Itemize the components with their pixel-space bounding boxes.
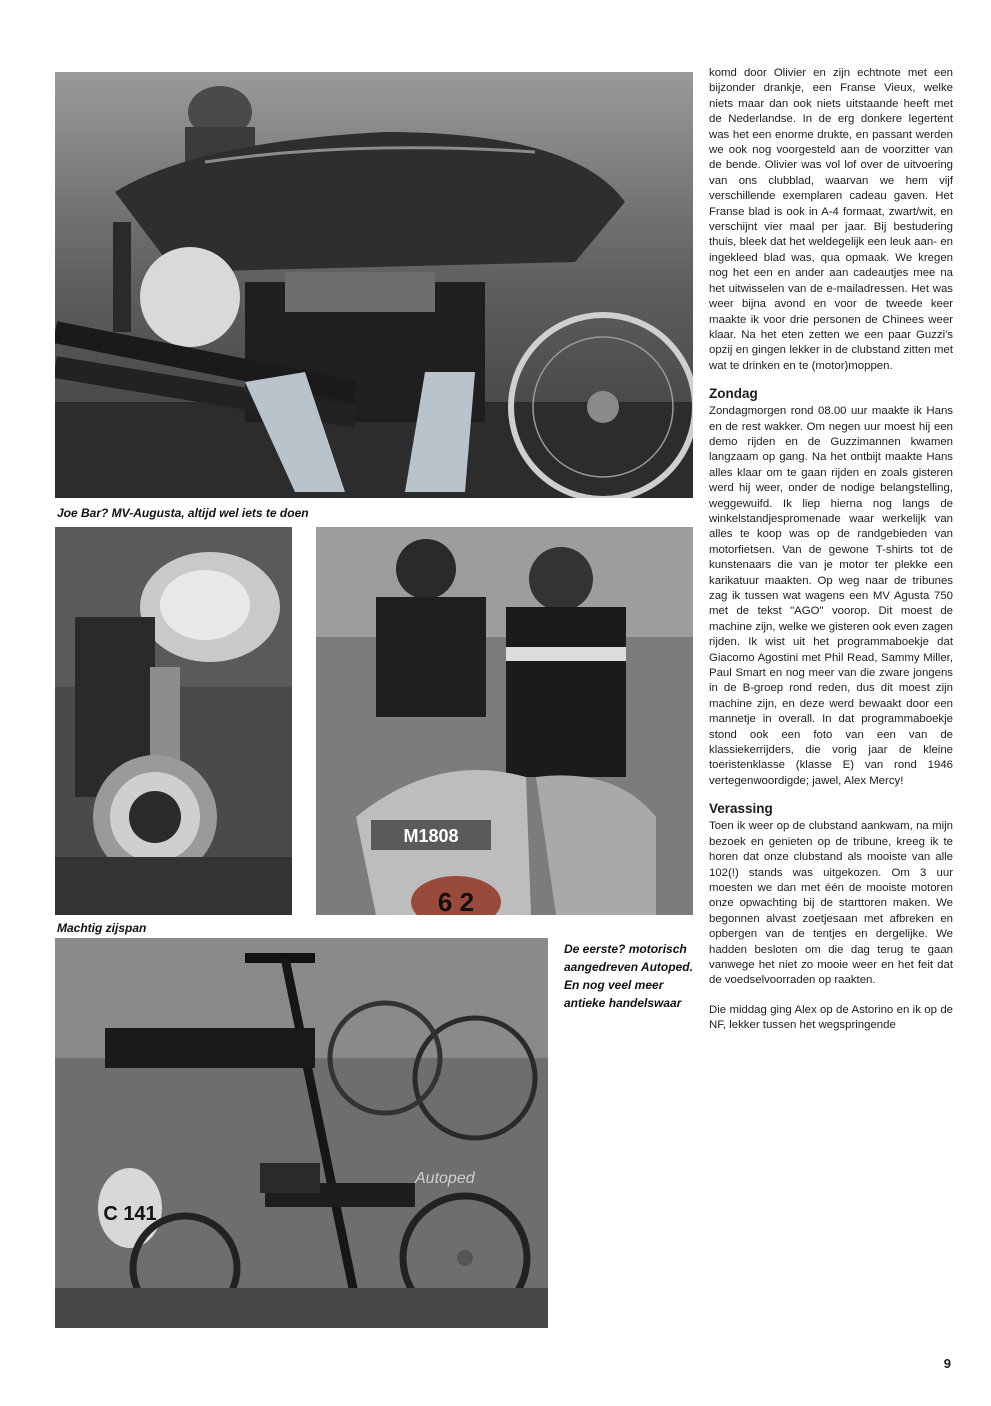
article-paragraph-1: komd door Olivier en zijn echtnote met een bijzonder drankje, een Franse Vieux, welke niets maar dan ook niets uitstaande heeft met de Nederlandse. In de erg donkere legertent was het een enorme drukte, en passant werden we ook nog voorgesteld aan de voorzitter van de bende. Olivier was vol lof over de uitvoering van ons clubblad, waarvan we hem vijf verschillende exemplaren cadeau gaven. Het Franse blad is ook in A-4 formaat, zwart/wit, en verschijnt vier maal per jaar. Bij bestudering thuis, bleek dat het weldegelijk een leuk aan- en ingekleed blad was, qua opmaak. We kregen nog het een en ander aan cadeautjes mee na het uitwisselen van de e-mailadressen. Het was weer bijna avond en voor de tweede keer maakte ik voor drie personen de Chinees weer klaar. Na het eten zetten we een paar Guzzi's opzij en gingen lekker in de clubstand zitten met wat te drinken en te (motor)moppen.	[709, 67, 953, 372]
article-paragraph-2: Zondagmorgen rond 08.00 uur maakte ik Hans en de rest wakker. Om negen uur moest hij een demo rijden en de Guzzimannen kwamen langzaam op gang. Na het ontbijt maakte Hans alles klaar om te gaan rijden en zoals gisteren werd hij weer, onder de nodige belangstelling, weggewuifd. Ik liep hierna nog langs de winkelstandjespromenade waar werkelijk van alles te koop was op de randgebieden van motorfietsen. Van de gewone T-shirts tot de kunstenaars die van je motor ter plekke een karikatuur maakten. Op weg naar de tribunes zag ik tussen wat wagens een MV Agusta 750 met de tekst "AGO" voorop. Dit moest de machine zijn, welke we gisteren ook even zagen rijden. Ik wist uit het programmaboekje dat Giacomo Agostini met Phil Read, Sammy Miller, Paul Smart en nog meer van die zware jongens in de B-groep rond reden, dus dit moest zijn machine zijn, en deze werd bewaakt door een mannetje in overall. In dat programmaboekje stond ook een foto van een van de klassiekerrijders, die vorig jaar de kleine toeristenklasse (klasse E) van rond 1946 vertegenwoordigde; jawel, Alex Mercy!	[709, 405, 953, 787]
photo-autoped	[55, 938, 548, 1328]
photo-engine-closeup	[55, 527, 292, 915]
heading-zondag: Zondag	[709, 386, 758, 402]
autoped-tank-text: Autoped	[415, 1170, 475, 1187]
article-paragraph-3: Toen ik weer op de clubstand aankwam, na mijn bezoek en genieten op de tribune, kreeg ik te horen dat onze clubstand als mooiste van alle 102(!) stands was uitgekozen. Om 3 uur moesten we dan met één de mooiste motoren onze opwachting bij de starttoren maken. We begonnen alvast zoetjesaan met afbreken en opbergen van de tentjes en dergelijke. We hadden besloten om die dag terug te gaan vanwege het niet zo mooie weer en het feit dat de voedselvoorraden op raakten.	[709, 820, 953, 987]
article-column	[709, 66, 953, 1034]
engine-illustration	[55, 527, 292, 915]
sidecar-number-label: M1808	[403, 826, 459, 846]
sidecar-illustration	[316, 527, 693, 915]
page-number: 9	[943, 1356, 951, 1371]
heading-verassing: Verassing	[709, 801, 773, 817]
mv-augusta-illustration	[55, 72, 693, 498]
caption-top-photo: Joe Bar? MV-Augusta, altijd wel iets te doen	[57, 506, 309, 520]
autoped-illustration	[55, 938, 548, 1328]
photo-sidecar-riders	[316, 527, 693, 915]
photo-mv-augusta	[55, 72, 693, 498]
autoped-plate-label: C 141	[103, 1203, 157, 1225]
caption-middle-left: Machtig zijspan	[57, 921, 147, 935]
caption-autoped: De eerste? motorisch aangedreven Autoped. En nog veel meer antieke handelswaar	[564, 942, 693, 1010]
article-paragraph-4: Die middag ging Alex op de Astorino en ik op de NF, lekker tussen het wegspringende	[709, 1003, 953, 1032]
sidecar-race-number: 6 2	[437, 887, 475, 915]
